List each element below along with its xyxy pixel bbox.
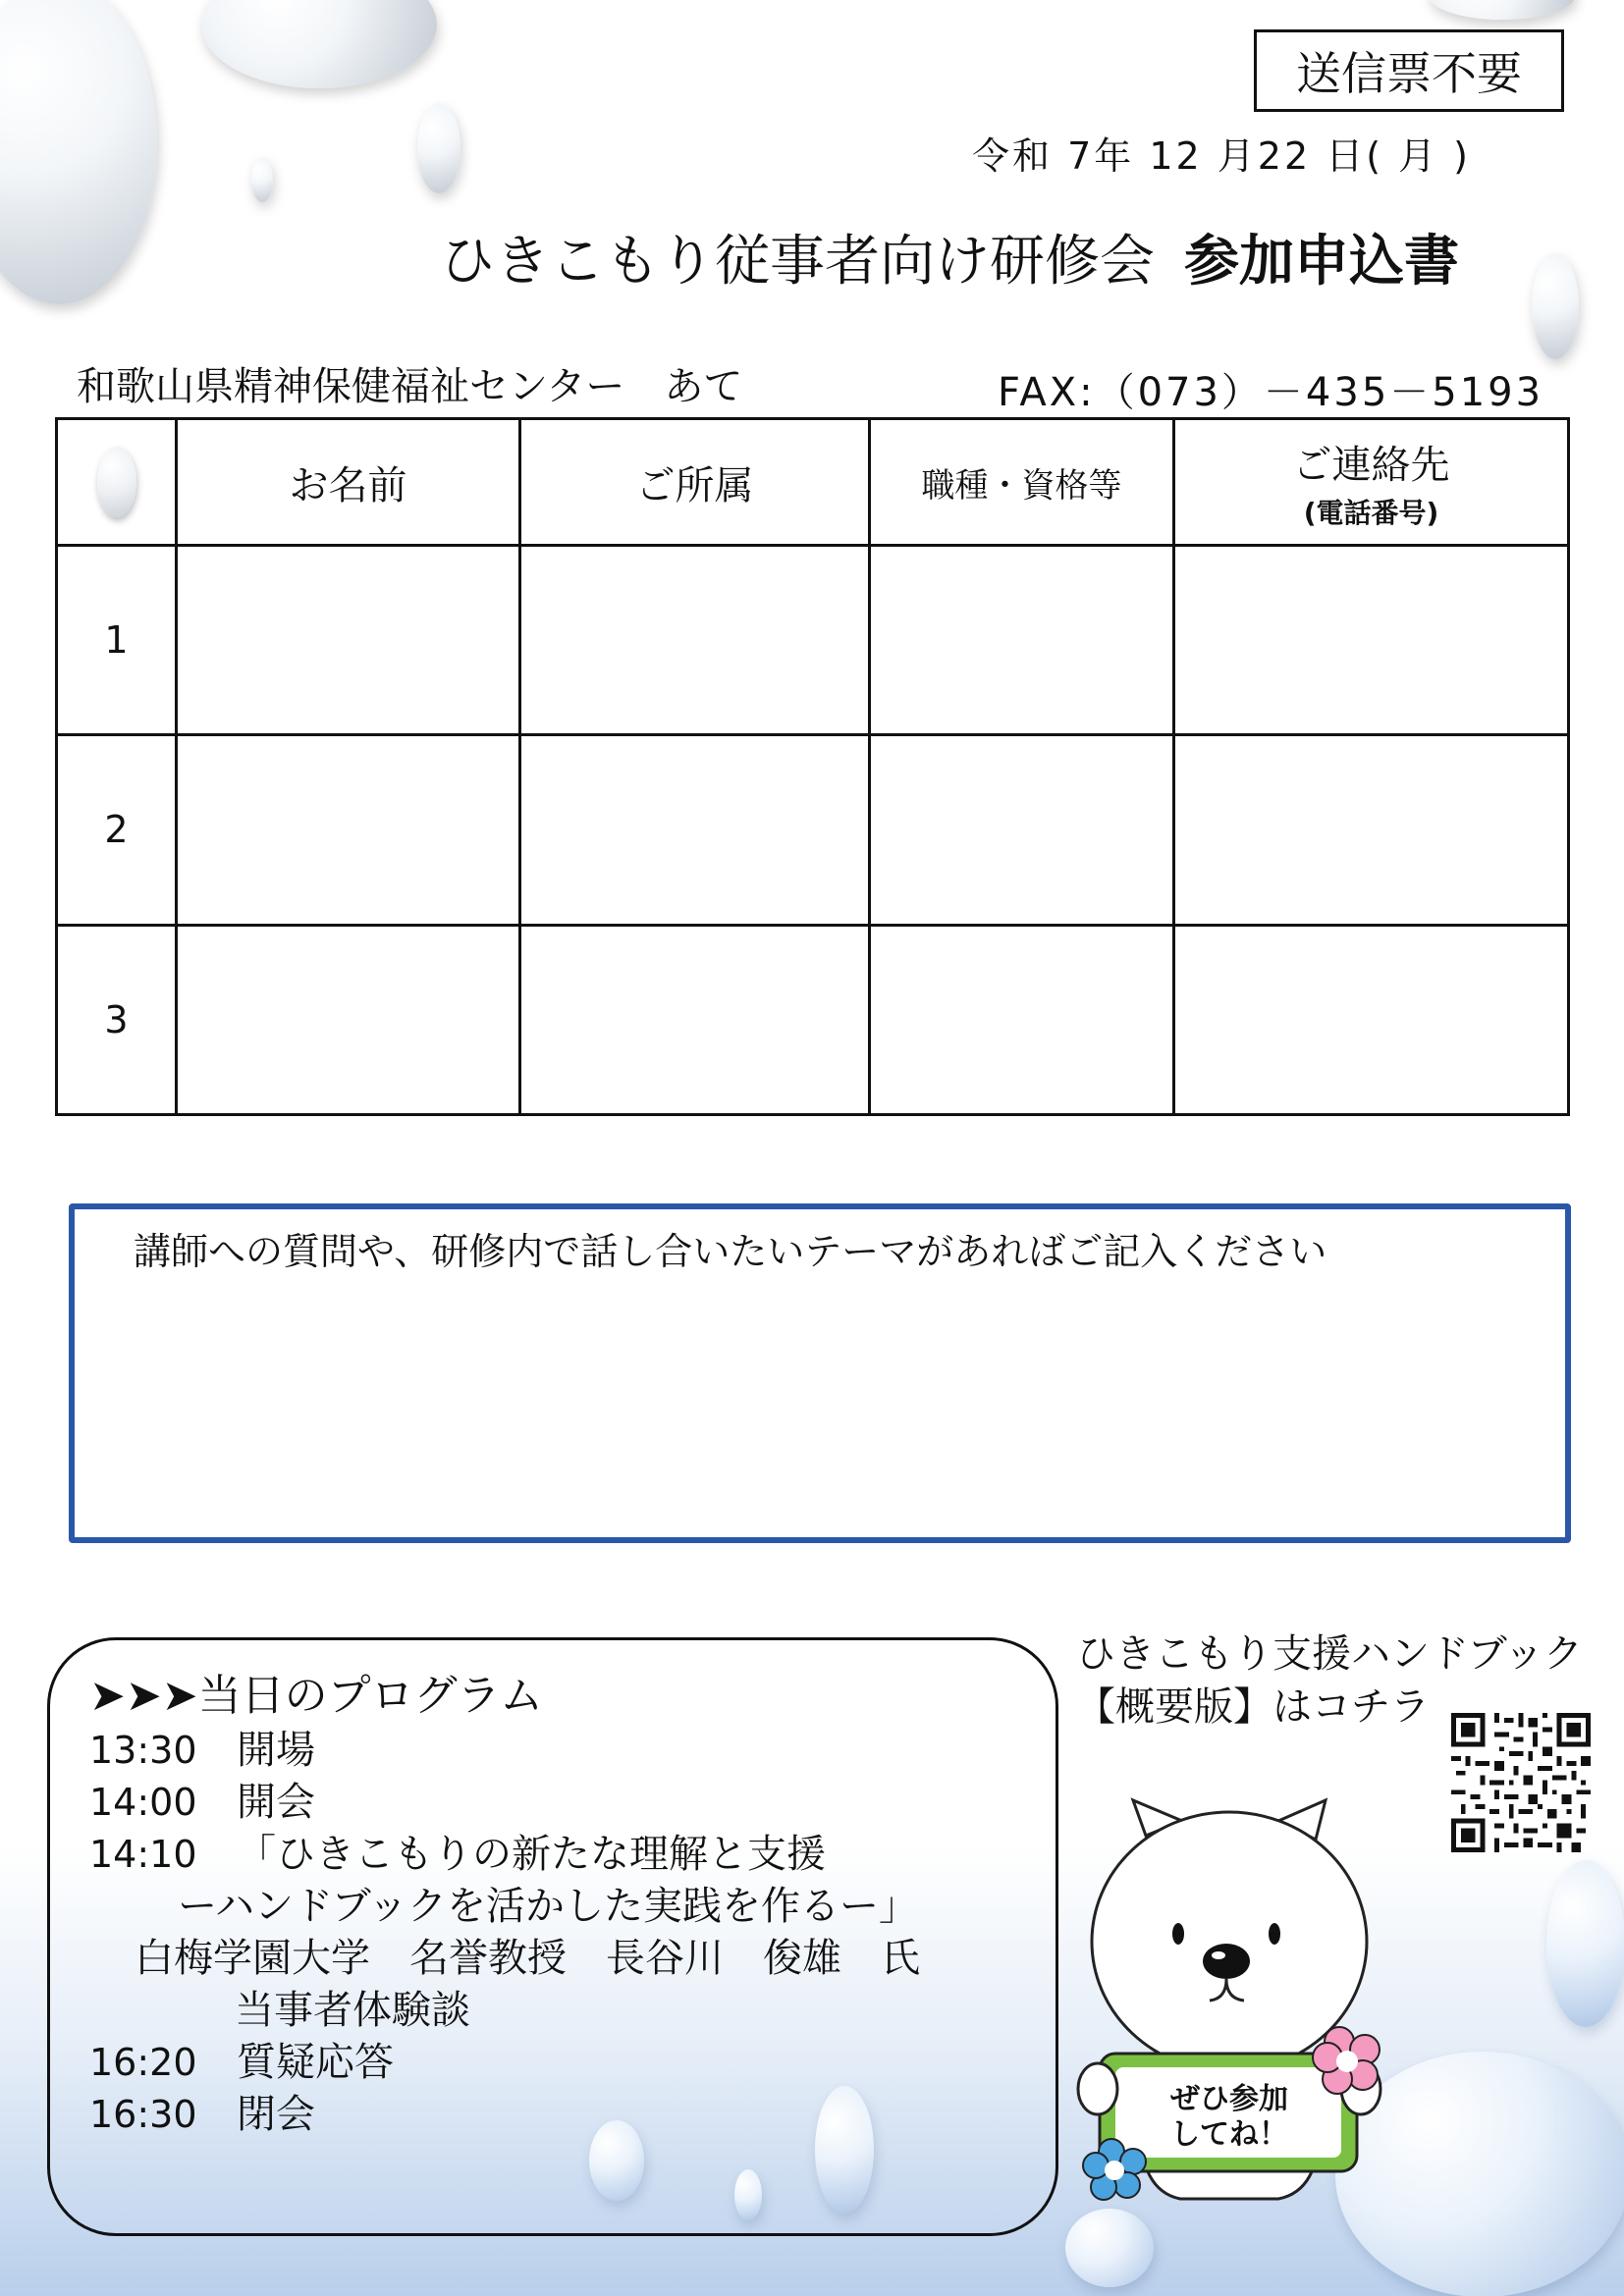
water-drop-decoration: [0, 0, 157, 304]
qr-code[interactable]: [1451, 1713, 1591, 1852]
water-drop-decoration: [1532, 253, 1579, 359]
water-drop-decoration: [417, 103, 460, 193]
title-main: ひきこもり従事者向け研修会: [440, 230, 1155, 294]
table-header-row: [57, 419, 1569, 546]
affiliation-cell[interactable]: [520, 925, 870, 1114]
column-header-occupation: 職種・資格等: [870, 419, 1174, 546]
program-text: 質疑応答: [237, 2040, 394, 2085]
column-header-affiliation: ご所属: [520, 419, 870, 546]
column-header-contact: [1174, 419, 1569, 546]
program-item: [178, 1875, 918, 1931]
program-text: 開場: [237, 1728, 315, 1773]
date: 令和 7年 12 月22 日( 月 ): [972, 134, 1472, 178]
program-time: 14:10: [89, 1833, 197, 1876]
mascot-sign-line2: してね！: [1170, 2117, 1288, 2152]
question-box[interactable]: [69, 1203, 1571, 1543]
program-time: 13:30: [89, 1729, 197, 1772]
program-text: ーハンドブックを活かした実践を作るー」: [178, 1884, 918, 1929]
contact-label: ご連絡先: [1292, 442, 1450, 488]
affiliation-cell[interactable]: [520, 735, 870, 925]
handbook-line1: ひきこもり支援ハンドブック: [1076, 1631, 1583, 1677]
program-box: [47, 1637, 1058, 2236]
program-item: [89, 1719, 315, 1775]
name-cell[interactable]: [177, 546, 520, 735]
occupation-cell[interactable]: [870, 925, 1174, 1114]
program-item: [89, 1823, 826, 1879]
contact-cell[interactable]: [1174, 925, 1569, 1114]
water-drop-decoration: [251, 157, 273, 202]
table-row: [57, 546, 1569, 735]
water-drop-decoration: [201, 0, 437, 88]
water-drop-decoration: [1065, 2209, 1154, 2287]
program-text: 当事者体験談: [235, 1988, 470, 2033]
water-drop-decoration: [1429, 0, 1576, 20]
program-item: [135, 1927, 920, 1983]
program-text: 白梅学園大学 名誉教授 長谷川 俊雄 氏: [135, 1936, 920, 1981]
program-item: [89, 1771, 315, 1827]
question-label: 講師への質問や、研修内で話し合いたいテーマがあればご記入ください: [134, 1230, 1327, 1273]
fax-number: FAX:（073）－435－5193: [998, 370, 1544, 415]
row-number: 3: [57, 925, 177, 1114]
contact-cell[interactable]: [1174, 546, 1569, 735]
page-title: [440, 218, 1459, 296]
program-text: 「ひきこもりの新たな理解と支援: [237, 1832, 826, 1877]
table-row: [57, 735, 1569, 925]
program-time: 14:00: [89, 1781, 197, 1824]
water-drop-decoration: [1546, 1860, 1624, 2027]
program-item: [89, 2031, 394, 2087]
program-item: [89, 2083, 315, 2139]
handbook-line2[interactable]: 【概要版】はコチラ: [1076, 1684, 1430, 1730]
row-number: 1: [57, 546, 177, 735]
no-cover-sheet-label: 送信票不要: [1254, 29, 1564, 112]
mascot-character: [1072, 1796, 1386, 2218]
program-item: [235, 1979, 470, 2035]
occupation-cell[interactable]: [870, 546, 1174, 735]
title-bold: 参加申込書: [1184, 230, 1459, 294]
addressee: 和歌山県精神保健福祉センター あて: [77, 364, 743, 409]
occupation-cell[interactable]: [870, 735, 1174, 925]
name-cell[interactable]: [177, 925, 520, 1114]
table-row: [57, 925, 1569, 1114]
row-number: 2: [57, 735, 177, 925]
contact-sub-label: (電話番号): [1303, 496, 1439, 529]
affiliation-cell[interactable]: [520, 546, 870, 735]
header-corner: [57, 419, 177, 546]
program-time: 16:20: [89, 2041, 197, 2084]
mascot-sign-line1: ぜひ参加: [1170, 2082, 1288, 2116]
program-title: ➤➤➤当日のプログラム: [89, 1671, 544, 1721]
contact-cell[interactable]: [1174, 735, 1569, 925]
column-header-name: お名前: [177, 419, 520, 546]
program-text: 閉会: [237, 2092, 315, 2137]
water-drop-icon: [97, 447, 136, 517]
program-text: 開会: [237, 1780, 315, 1825]
program-time: 16:30: [89, 2093, 197, 2136]
application-form-table: [55, 417, 1570, 1116]
name-cell[interactable]: [177, 735, 520, 925]
